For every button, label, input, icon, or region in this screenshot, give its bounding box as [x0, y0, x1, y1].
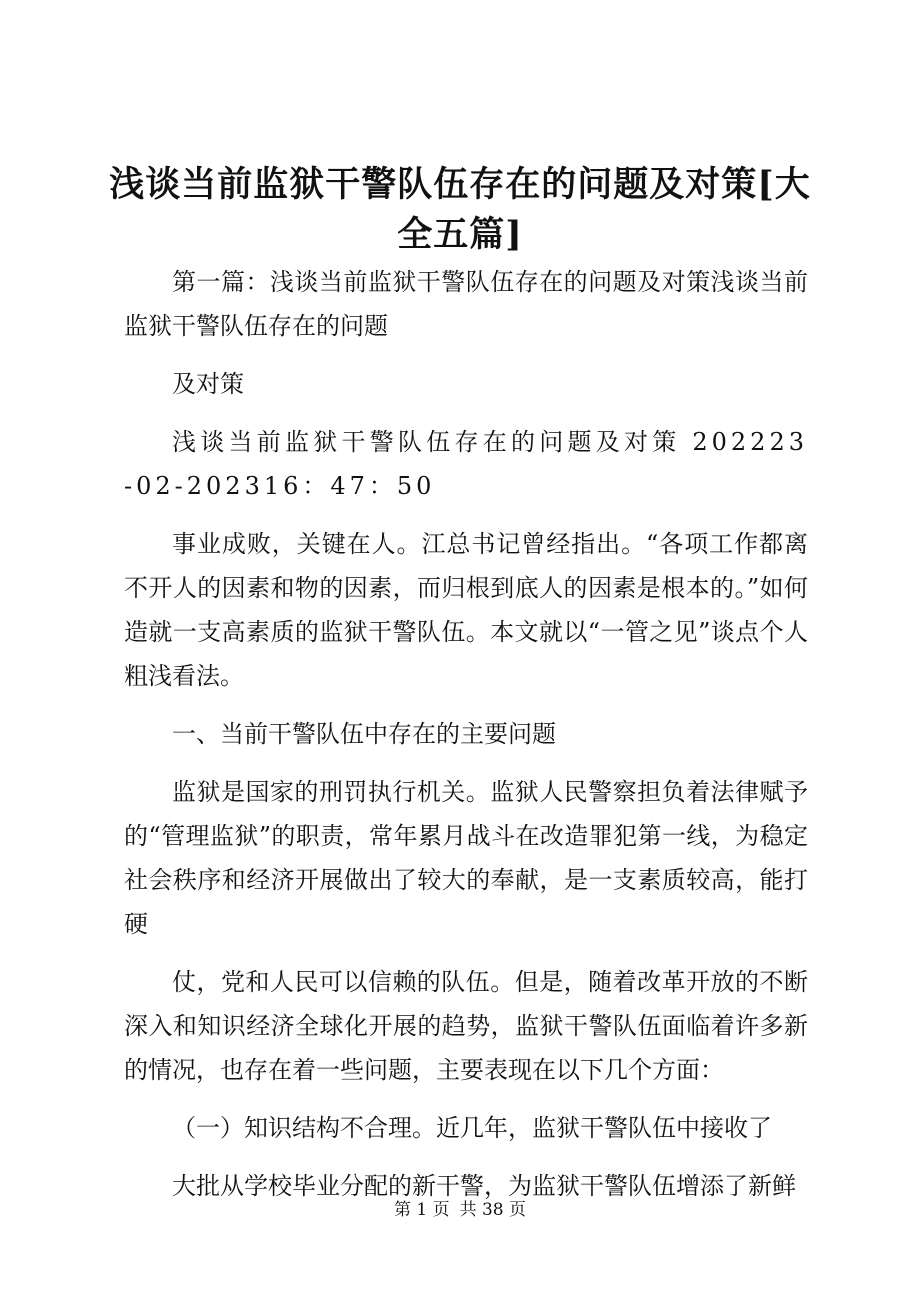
- paragraph-5: 监狱是国家的刑罚执行机关。监狱人民警察担负着法律赋予的“管理监狱”的职责，常年累月战斗在改造罪犯第一线，为稳定社会秩序和经济开展做出了较大的奉献，是一支素质较高，能打硬: [124, 778, 808, 938]
- paragraph-3: 浅谈当前监狱干警队伍存在的问题及对策 202223-02-202316：47：50: [124, 428, 808, 500]
- document-title: 浅谈当前监狱干警队伍存在的问题及对策[大全五篇]: [109, 164, 811, 255]
- paragraph-7: 大批从学校毕业分配的新干警，为监狱干警队伍增添了新鲜: [172, 1172, 796, 1200]
- section-heading-1: 一、当前干警队伍中存在的主要问题: [172, 720, 556, 748]
- subsection-heading-1: （一）知识结构不合理。近几年，监狱干警队伍中接收了: [172, 1114, 772, 1142]
- paragraph-1: 第一篇：浅谈当前监狱干警队伍存在的问题及对策浅谈当前监狱干警队伍存在的问题: [124, 268, 808, 340]
- paragraph-6: 仗，党和人民可以信赖的队伍。但是，随着改革开放的不断深入和知识经济全球化开展的趋势，监狱干警队伍面临着许多新的情况，也存在着一些问题，主要表现在以下几个方面：: [124, 968, 808, 1084]
- page-footer: [0, 1198, 920, 1222]
- page-total: 共 38 页: [459, 1200, 527, 1220]
- document-body: [124, 260, 808, 1222]
- paragraph-4: 事业成败，关键在人。江总书记曾经指出。“各项工作都离不开人的因素和物的因素，而归根到底人的因素是根本的。”如何造就一支高素质的监狱干警队伍。本文就以“一管之见”谈点个人粗浅看法。: [124, 530, 808, 690]
- page-number: 第 1 页: [393, 1200, 450, 1220]
- paragraph-2: 及对策: [172, 370, 244, 398]
